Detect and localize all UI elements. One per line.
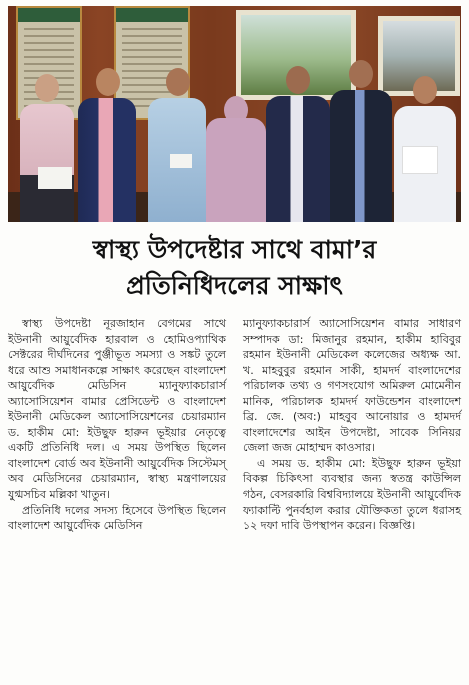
news-photo (8, 6, 461, 222)
paragraph: প্রতিনিধি দলের সদস্য হিসেবে উপস্থিত ছিলেন বাংলাদেশ আয়ুর্বেদিক মেডিসিন (8, 503, 226, 533)
paragraph: স্বাস্থ্য উপদেষ্টা নূরজাহান বেগমের সাথে ইউনানী আয়ুর্বেদিক হারবাল ও হোমিওপ্যাথিক সেক্টরের দীর্ঘদিনের পুঞ্জীভূত সমস্যা ও সঙ্কট তুলে ধরে আশু সমাধানকল্পে সাক্ষাৎ করেছেন বাংলাদেশ আয়ুর্বেদিক মেডিসিন ম্যানুফ্যাকচারার্স অ্যাসোসিয়েশন বামার প্রেসিডেন্ট ও বাংলাদেশ ইউনানী মেডিকেল অ্যাসোসিয়েশনের চেয়ারম্যান ড. হাকীম মো: ইউছুফ হারুন ভূইয়ার নেতৃত্বে একটি প্রতিনিধি দল। এ সময় উপস্থিত ছিলেন বাংলাদেশ বোর্ড অব ইউনানী আয়ুর্বেদিক সিস্টেমস্ অব মেডিসিনের চেয়ারম্যান, স্বাস্থ্য মন্ত্রণালয়ের যুগ্মসচিব মল্লিকা খাতুন। (8, 317, 226, 502)
article-column-right (243, 316, 461, 534)
person-3 (146, 66, 208, 222)
article-column-left (8, 316, 226, 534)
person-4 (206, 94, 266, 222)
person-6 (328, 58, 394, 222)
person-1 (18, 72, 76, 222)
paragraph: ম্যানুফ্যাকচারার্স অ্যাসোসিয়েশন বামার সাধারণ সম্পাদক ডা: মিজানুর রহমান, হাকীম হাবিবুর রহমান ইউনানী মেডিকেল কলেজের অধ্যক্ষ আ. খ. মাহবুবুর রহমান সাকী, হামদর্দ বাংলাদেশের পরিচালক তথ্য ও গণসংযোগ অমিরুল মোমেনীন মানিক, পরিচালক হামদর্দ ফাউন্ডেশন বাংলাদেশ ব্রি. জে. (অব:) মাহবুব আনোয়ার ও হামদর্দ বাংলাদেশের আইন উপদেষ্টা, সাবেক সিনিয়র জেলা জজ মোহাম্মদ কাওসার। (243, 317, 461, 455)
headline-line-1: স্বাস্থ্য উপদেষ্টার সাথে বামা’র (92, 235, 377, 264)
paragraph: এ সময় ড. হাকীম মো: ইউছুফ হারুন ভূইয়া বিকল্প চিকিৎসা ব্যবস্থার জন্য স্বতন্ত্র কাউন্সিল গঠন, বেসরকারি বিশ্ববিদ্যালয়ে ইউনানী আয়ুর্বেদিক ফ্যাকাল্টি পুনর্বহাল করার যৌক্তিকতা তুলে ধরাসহ ১২ দফা দাবি উপস্থাপন করেন। বিজ্ঞপ্তি। (243, 456, 461, 533)
person-2 (76, 66, 138, 222)
headline-line-2: প্রতিনিধিদলের সাক্ষাৎ (126, 271, 343, 300)
person-7 (392, 74, 458, 222)
person-5 (264, 64, 332, 222)
